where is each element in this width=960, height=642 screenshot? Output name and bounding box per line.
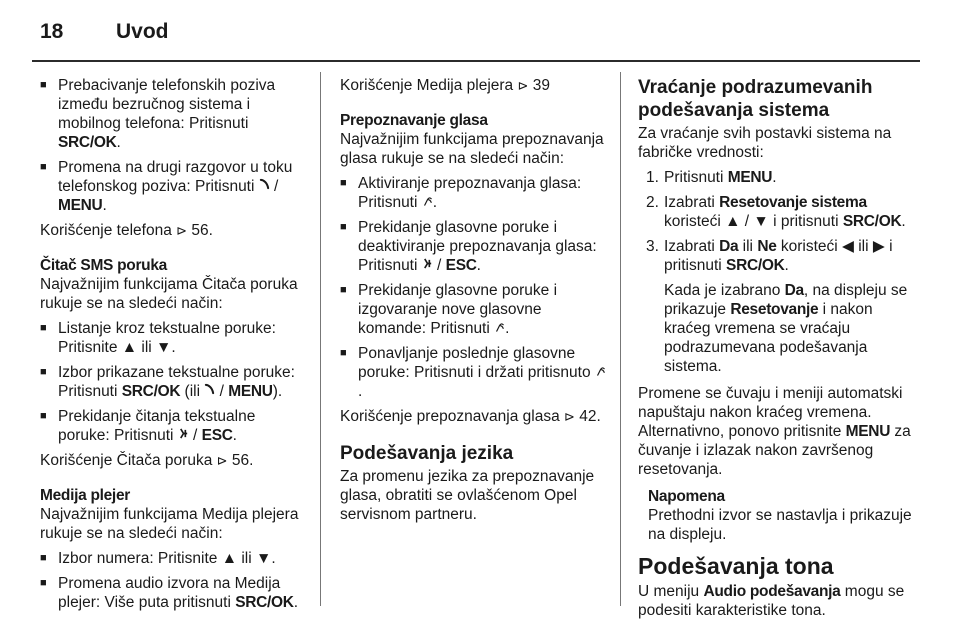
text-run: MENU xyxy=(727,169,773,186)
text-run: koristeći xyxy=(664,213,726,230)
list-item xyxy=(40,407,308,445)
list-item xyxy=(340,218,608,275)
section-heading-sms: Čitač SMS poruka xyxy=(40,257,167,274)
list-item xyxy=(638,193,918,231)
text-run: MENU xyxy=(845,423,891,440)
arrow-up-icon: ▲ xyxy=(121,339,138,356)
text-run: Ponavljanje poslednje glasovne poruke: Pritisnuti i držati pritisnuto xyxy=(358,345,595,381)
text-run: ili xyxy=(738,238,758,255)
list-item xyxy=(40,158,308,215)
text-run: MENU xyxy=(58,197,103,214)
text-run: Promena na drugi razgovor u toku telefonskog poziva: Pritisnuti xyxy=(58,159,293,195)
text-run: ili xyxy=(237,550,256,567)
text-run: Listanje kroz tekstualne poruke: Pritisnite xyxy=(58,320,276,356)
text-run: . xyxy=(432,194,438,211)
page-ref-arrow-icon: ⊳ xyxy=(176,223,188,238)
list-item xyxy=(340,174,608,212)
text-run: ESC xyxy=(445,257,477,274)
text-run: koristeći xyxy=(776,238,842,255)
phone-reference[interactable] xyxy=(40,221,308,240)
voice-reference[interactable] xyxy=(340,407,608,426)
text-run: / xyxy=(269,178,279,195)
page-ref-arrow-icon: ⊳ xyxy=(517,78,529,93)
voice-intro: Najvažnijim funkcijama prepoznavanja glasa rukuje se na sledeći način: xyxy=(340,131,604,167)
text-run: 1. xyxy=(646,169,659,186)
text-run: 2. xyxy=(646,194,659,211)
page-ref-arrow-icon: ⊳ xyxy=(564,409,575,424)
text-run: . xyxy=(784,257,789,274)
section-heading-reset: Vraćanje podrazumevanih podešavanja sistema xyxy=(638,77,873,121)
text-run: Izbor prikazane tekstualne poruke: Pritisnuti xyxy=(58,364,295,400)
voice-icon xyxy=(494,320,505,333)
header-rule xyxy=(32,60,920,62)
list-item xyxy=(340,344,608,401)
column-divider xyxy=(620,72,621,606)
arrow-up-icon: ▲ xyxy=(221,550,238,567)
text-run: ). xyxy=(272,383,283,400)
voice-icon xyxy=(422,194,433,207)
list-item xyxy=(40,574,308,612)
text-run: / xyxy=(740,213,754,230)
text-run: Resetovanje xyxy=(730,301,819,318)
text-run: SRC/OK xyxy=(121,383,181,400)
text-run: . xyxy=(271,550,276,567)
text-run: i pritisnuti xyxy=(768,213,843,230)
text-run: Da xyxy=(784,282,804,299)
text-run: / xyxy=(188,427,202,444)
sms-reference[interactable] xyxy=(40,451,308,470)
reset-intro: Za vraćanje svih postavki sistema na fabričke vrednosti: xyxy=(638,125,892,161)
list-item xyxy=(40,76,308,152)
voice-list xyxy=(340,174,608,401)
sms-intro: Najvažnijim funkcijama Čitača poruka rukuje se na sledeći način: xyxy=(40,276,298,312)
text-run: i nakon kraćeg vremena se vraćaju podrazumevana podešavanja sistema. xyxy=(664,301,873,375)
text-run: Prekidanje čitanja tekstualne poruke: Pritisnuti xyxy=(58,408,256,444)
column-1 xyxy=(40,76,308,618)
reset-steps xyxy=(638,168,918,275)
arrow-right-icon: ▶ xyxy=(872,238,885,255)
text-run: Resetovanje sistema xyxy=(719,194,867,211)
page-header xyxy=(40,18,920,48)
sms-list xyxy=(40,319,308,445)
section-heading-voice: Prepoznavanje glasa xyxy=(340,112,488,129)
step3-detail xyxy=(638,281,918,376)
language-body: Za promenu jezika za prepoznavanje glasa, obratiti se ovlašćenom Opel servisnom partneru. xyxy=(340,468,595,523)
text-run: Prekidanje glasovne poruke i izgovaranje nove glasovne komande: Pritisnuti xyxy=(358,282,558,337)
text-run: . xyxy=(901,213,906,230)
text-run: . xyxy=(505,320,510,337)
text-run: 39 xyxy=(528,77,550,94)
list-item xyxy=(40,363,308,401)
text-run: . xyxy=(476,257,481,274)
text-run: Prekidanje glasovne poruke i deaktiviranje prepoznavanja glasa: Pritisnuti xyxy=(358,219,597,274)
text-run: . xyxy=(232,427,237,444)
text-run: Korišćenje telefona xyxy=(40,222,177,239)
note-title: Napomena xyxy=(648,488,725,505)
text-run: Korišćenje Čitača poruka xyxy=(40,452,217,469)
text-run: ili xyxy=(137,339,157,356)
phone-list xyxy=(40,76,308,215)
list-item xyxy=(638,168,918,187)
text-run: / xyxy=(215,383,229,400)
arrow-down-icon: ▼ xyxy=(753,213,769,230)
text-run: 56. xyxy=(187,222,213,239)
section-heading-media: Medija plejer xyxy=(40,487,130,504)
text-run: Izabrati xyxy=(664,238,720,255)
text-run: . xyxy=(102,197,107,214)
list-item xyxy=(340,281,608,338)
text-run: Korišćenje prepoznavanja glasa xyxy=(340,408,565,425)
list-item xyxy=(638,237,918,275)
text-run: 42. xyxy=(574,408,601,425)
text-run: . xyxy=(116,134,121,151)
text-run: Kada je izabrano xyxy=(664,282,785,299)
text-run: . xyxy=(772,169,777,186)
text-run: Prebacivanje telefonskih poziva između bezručnog sistema i mobilnog telefona: Pritisnuti xyxy=(58,77,276,132)
text-run: SRC/OK xyxy=(58,134,117,151)
media-list xyxy=(40,549,308,612)
text-run: . xyxy=(293,594,298,611)
tone-body xyxy=(638,582,918,620)
text-run: Promena audio izvora na Medija plejer: Više puta pritisnuti xyxy=(58,575,281,611)
reset-after xyxy=(638,384,918,479)
text-run: mogu se podesiti karakteristike tona. xyxy=(638,583,905,619)
text-run: U meniju xyxy=(638,583,704,600)
media-reference[interactable] xyxy=(340,76,608,95)
text-run: i pritisnuti xyxy=(664,238,893,274)
phone-icon xyxy=(259,178,270,191)
text-run: SRC/OK xyxy=(235,594,294,611)
text-run: Pritisnuti xyxy=(664,169,728,186)
text-run: 3. xyxy=(646,238,659,255)
section-heading-language: Podešavanja jezika xyxy=(340,443,514,464)
list-item xyxy=(40,319,308,357)
arrow-down-icon: ▼ xyxy=(156,339,172,356)
text-run: SRC/OK xyxy=(842,213,902,230)
note-box xyxy=(638,487,918,544)
chapter-title: Uvod xyxy=(116,20,169,43)
page-ref-arrow-icon: ⊳ xyxy=(216,453,228,468)
mute-icon xyxy=(178,427,189,440)
text-run: SRC/OK xyxy=(726,257,785,274)
text-run: Audio podešavanja xyxy=(703,583,841,600)
section-heading-tone: Podešavanja tona xyxy=(638,553,834,579)
text-run: Aktiviranje prepoznavanja glasa: Pritisnuti xyxy=(358,175,582,211)
media-intro: Najvažnijim funkcijama Medija plejera rukuje se na sledeći način: xyxy=(40,506,299,542)
phone-icon xyxy=(204,383,215,396)
text-run: za čuvanje i izlazak nakon završenog resetovanja. xyxy=(638,423,911,478)
text-run: Promene se čuvaju i meniji automatski napuštaju nakon kraćeg vremena. Alternativno, ponovo pritisnite xyxy=(638,385,903,440)
text-run: Izabrati xyxy=(664,194,720,211)
arrow-up-icon: ▲ xyxy=(725,213,741,230)
note-body: Prethodni izvor se nastavlja i prikazuje na displeju. xyxy=(648,507,912,543)
list-item xyxy=(40,549,308,568)
arrow-left-icon: ◀ xyxy=(842,238,854,255)
mute-icon xyxy=(422,257,433,270)
text-run: , na displeju se prikazuje xyxy=(664,282,908,318)
text-run: ili xyxy=(853,238,873,255)
page-number: 18 xyxy=(40,20,64,43)
text-run: Ne xyxy=(757,238,777,255)
arrow-down-icon: ▼ xyxy=(255,550,272,567)
text-run: Izbor numera: Pritisnite xyxy=(58,550,222,567)
text-run: Korišćenje Medija plejera xyxy=(340,77,518,94)
text-run: . xyxy=(171,339,176,356)
text-run: / xyxy=(432,257,446,274)
column-divider xyxy=(320,72,321,606)
text-run: (ili xyxy=(180,383,205,400)
voice-icon xyxy=(595,364,606,377)
text-run: ESC xyxy=(201,427,233,444)
column-3 xyxy=(638,76,918,628)
text-run: . xyxy=(358,383,363,400)
text-run: 56. xyxy=(227,452,254,469)
text-run: MENU xyxy=(228,383,273,400)
column-2 xyxy=(340,76,608,532)
text-run: Da xyxy=(719,238,739,255)
